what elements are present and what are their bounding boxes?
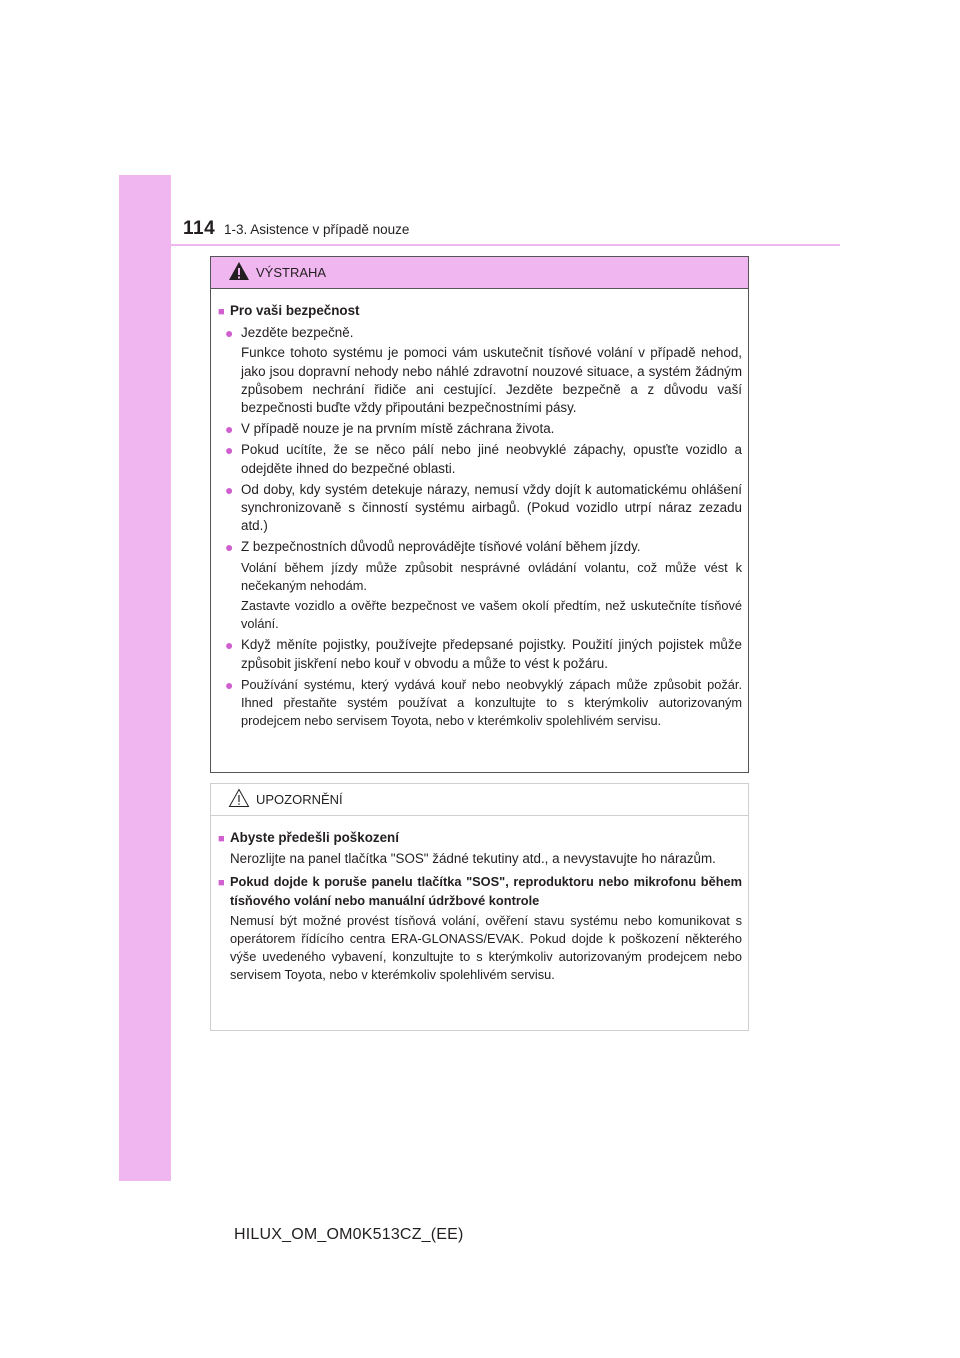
- list-item: ● Používání systému, který vydává kouř nebo neobvyklý zápach může způsobit požár. Ihned přestaňte systém používat a konzultujte to s kterýmkoliv autorizovaným prodejcem nebo servisem Toyota, nebo v kterémkoliv spolehlivém servisu.: [218, 676, 742, 731]
- circle-bullet-icon: ●: [225, 421, 234, 438]
- warning-header: [211, 257, 748, 289]
- circle-bullet-icon: ●: [225, 442, 234, 459]
- caution-body: [211, 816, 748, 985]
- caution-triangle-icon: [228, 788, 250, 808]
- square-bullet-icon: ■: [218, 833, 225, 845]
- caution-heading: ■ Abyste předešli poškození: [218, 829, 742, 848]
- list-item: ● Pokud ucítíte, že se něco pálí nebo jiné neobvyklé zápachy, opusťte vozidlo a odejděte ihned do bezpečné oblasti.: [218, 441, 742, 477]
- square-bullet-icon: ■: [218, 877, 225, 890]
- chapter-sidebar-tab: [119, 175, 171, 1181]
- list-item: ● Z bezpečnostních důvodů neprovádějte tísňové volání během jízdy.: [218, 538, 742, 556]
- caution-title: UPOZORNĚNÍ: [256, 792, 343, 807]
- square-bullet-icon: ■: [218, 306, 225, 318]
- caution-header: [211, 784, 748, 816]
- warning-heading: ■ Pro vaši bezpečnost: [218, 302, 742, 321]
- list-item: ● Od doby, kdy systém detekuje nárazy, nemusí vždy dojít k automatickému ohlášení synchronizovaně s činností systému airbagů. (Pokud vozidlo utrpí náraz zezadu atd.): [218, 481, 742, 536]
- warning-box: [210, 256, 749, 773]
- circle-bullet-icon: ●: [225, 637, 234, 654]
- circle-bullet-icon: ●: [225, 539, 234, 556]
- circle-bullet-icon: ●: [225, 325, 234, 342]
- circle-bullet-icon: ●: [225, 481, 234, 498]
- warning-title: VÝSTRAHA: [256, 265, 327, 280]
- item-detail: Zastavte vozidlo a ověřte bezpečnost ve vašem okolí předtím, než uskutečníte tísňové volání.: [241, 598, 742, 632]
- list-item: ● V případě nouze je na prvním místě záchrana života.: [218, 420, 742, 438]
- header-rule: [171, 244, 840, 246]
- warning-triangle-icon: [228, 261, 250, 281]
- section-title: 1-3. Asistence v případě nouze: [224, 222, 410, 237]
- list-item: ● Když měníte pojistky, používejte předepsané pojistky. Použití jiných pojistek může způsobit jiskření nebo kouř v obvodu a může to vést k požáru.: [218, 636, 742, 672]
- document-code: HILUX_OM_OM0K513CZ_(EE): [234, 1226, 464, 1243]
- caution-heading: ■ Pokud dojde k poruše panelu tlačítka "SOS", reproduktoru nebo mikrofonu během tísňového volání nebo manuální údržbové kontrole: [218, 873, 742, 909]
- item-detail: Funkce tohoto systému je pomoci vám uskutečnit tísňové volání v případě nehod, jako jsou dopravní nehody nebo náhlé zdravotní nouzové situace, a systém žádným způsobem nechrání řidiče ani cestující. Jezděte bezpečně a z důvodu vaší bezpečnosti buďte vždy připoutáni bezpečnostními pásy.: [241, 345, 742, 416]
- warning-body: [211, 289, 748, 730]
- caution-text: Nerozlijte na panel tlačítka "SOS" žádné tekutiny atd., a nevystavujte ho nárazům.: [230, 851, 716, 867]
- list-item: ● Jezděte bezpečně.: [218, 324, 742, 342]
- circle-bullet-icon: ●: [225, 676, 234, 693]
- page-number: 114: [183, 218, 216, 239]
- caution-box: [210, 783, 749, 1031]
- caution-text: Nemusí být možné provést tísňová volání, ověření stavu systému nebo komunikovat s operátorem řídícího centra ERA-GLONASS/EVAK. Pokud dojde k poškození některého výše uvedeného vybavení, konzultujte to s kterýmkoliv autorizovaným prodejcem nebo servisem Toyota, nebo v kterémkoliv spolehlivém servisu.: [230, 912, 742, 983]
- item-detail: Volání během jízdy může způsobit nesprávné ovládání volantu, což může vést k nečekaným nehodám.: [241, 559, 742, 593]
